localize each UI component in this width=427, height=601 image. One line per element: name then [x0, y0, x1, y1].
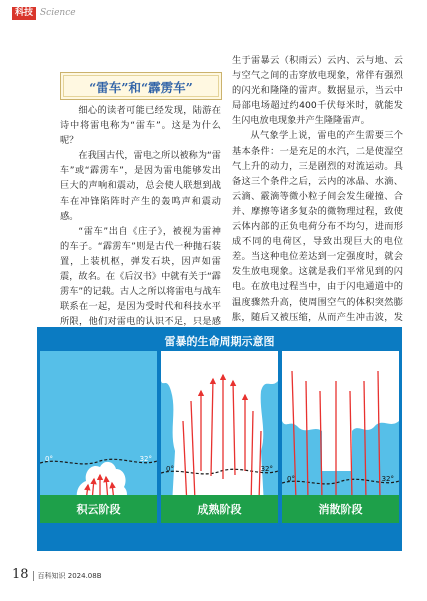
right-paragraph-1: 生于雷暴云（积雨云）云内、云与地、云与空气之间的击穿放电现象，常伴有强烈的闪光和隆隆的雷声。数据显示，当云中局部电场超过约400千伏每米时，就能发生闪电放电现象并产生隆隆雷声。	[232, 55, 403, 127]
left-paragraph-1: 细心的读者可能已经发现，陆游在诗中将雷电称为“雷车”。这是为什么呢？	[60, 105, 221, 147]
section-tag-en: Science	[40, 8, 76, 18]
freezing-level-label: 0°	[166, 465, 174, 473]
article-title: “雷车”和“霹雳车”	[89, 80, 193, 95]
thunderstorm-lifecycle-diagram	[37, 327, 402, 551]
temperature-label: 32°	[260, 465, 273, 473]
temperature-label: 32°	[381, 475, 394, 483]
article-title-box	[60, 72, 222, 100]
panel-dissipating-stage	[282, 351, 399, 523]
freezing-level-label: 0°	[45, 455, 53, 463]
temperature-label: 32°	[139, 455, 152, 463]
stage-label-cumulus: 积云阶段	[76, 503, 121, 516]
panel-cumulus-stage	[40, 351, 157, 523]
section-tag: 科技	[12, 7, 36, 20]
freezing-level-label: 0°	[287, 475, 295, 483]
panel-mature-stage	[161, 351, 278, 523]
stage-label-mature: 成熟阶段	[197, 503, 242, 516]
left-paragraph-2: 在我国古代，雷电之所以被称为“雷车”或“霹雳车”，是因为雷电能够发出巨大的声响和震动，总会使人联想到战车在冲锋陷阵时产生的轰鸣声和震动感。	[60, 150, 221, 222]
page-footer	[12, 567, 102, 582]
dissipating-cloud	[282, 351, 399, 471]
diagram-title: 雷暴的生命周期示意图	[164, 335, 275, 348]
right-column	[232, 53, 403, 340]
page-number: 18	[12, 567, 29, 582]
publication-info: 百科知识 2024.08B	[33, 571, 102, 581]
section-header	[12, 6, 76, 20]
right-paragraph-2: 从气象学上说，雷电的产生需要三个基本条件：一是充足的水汽，二是使湿空气上升的动力，三是剧烈的对流运动。具备这三个条件之后，云内的冰晶、水滴、云滴、霰滴等微小粒子间会发生碰撞、合并、摩擦等诸多复杂的微物理过程，致使云体内部的正负电荷分布不均匀，进而形成不同的电荷区，导致出现巨大的电位差。当这种电位差达到一定强度时，就会发生放电现象。这就是我们平常见到的闪电。在放电过程当中，由于闪电通道中的温度骤然升高，使周围空气的体积突然膨胀，随后又被压缩，从而产生冲击波，发	[232, 130, 403, 323]
left-paragraph-3: “雷车”出自《庄子》，被视为雷神的车子。“霹雳车”则是古代一种抛石装置，上装机枢，弹发石块，因声如雷震，故名。在《后汉书》中就有关于“霹雳车”的记载。古人之所以将雷电与战车联系在一起，是因为受时代和科技水平所限，他们对雷电的认识不足，只是感	[60, 225, 221, 328]
stage-label-dissipating: 消散阶段	[318, 503, 363, 516]
